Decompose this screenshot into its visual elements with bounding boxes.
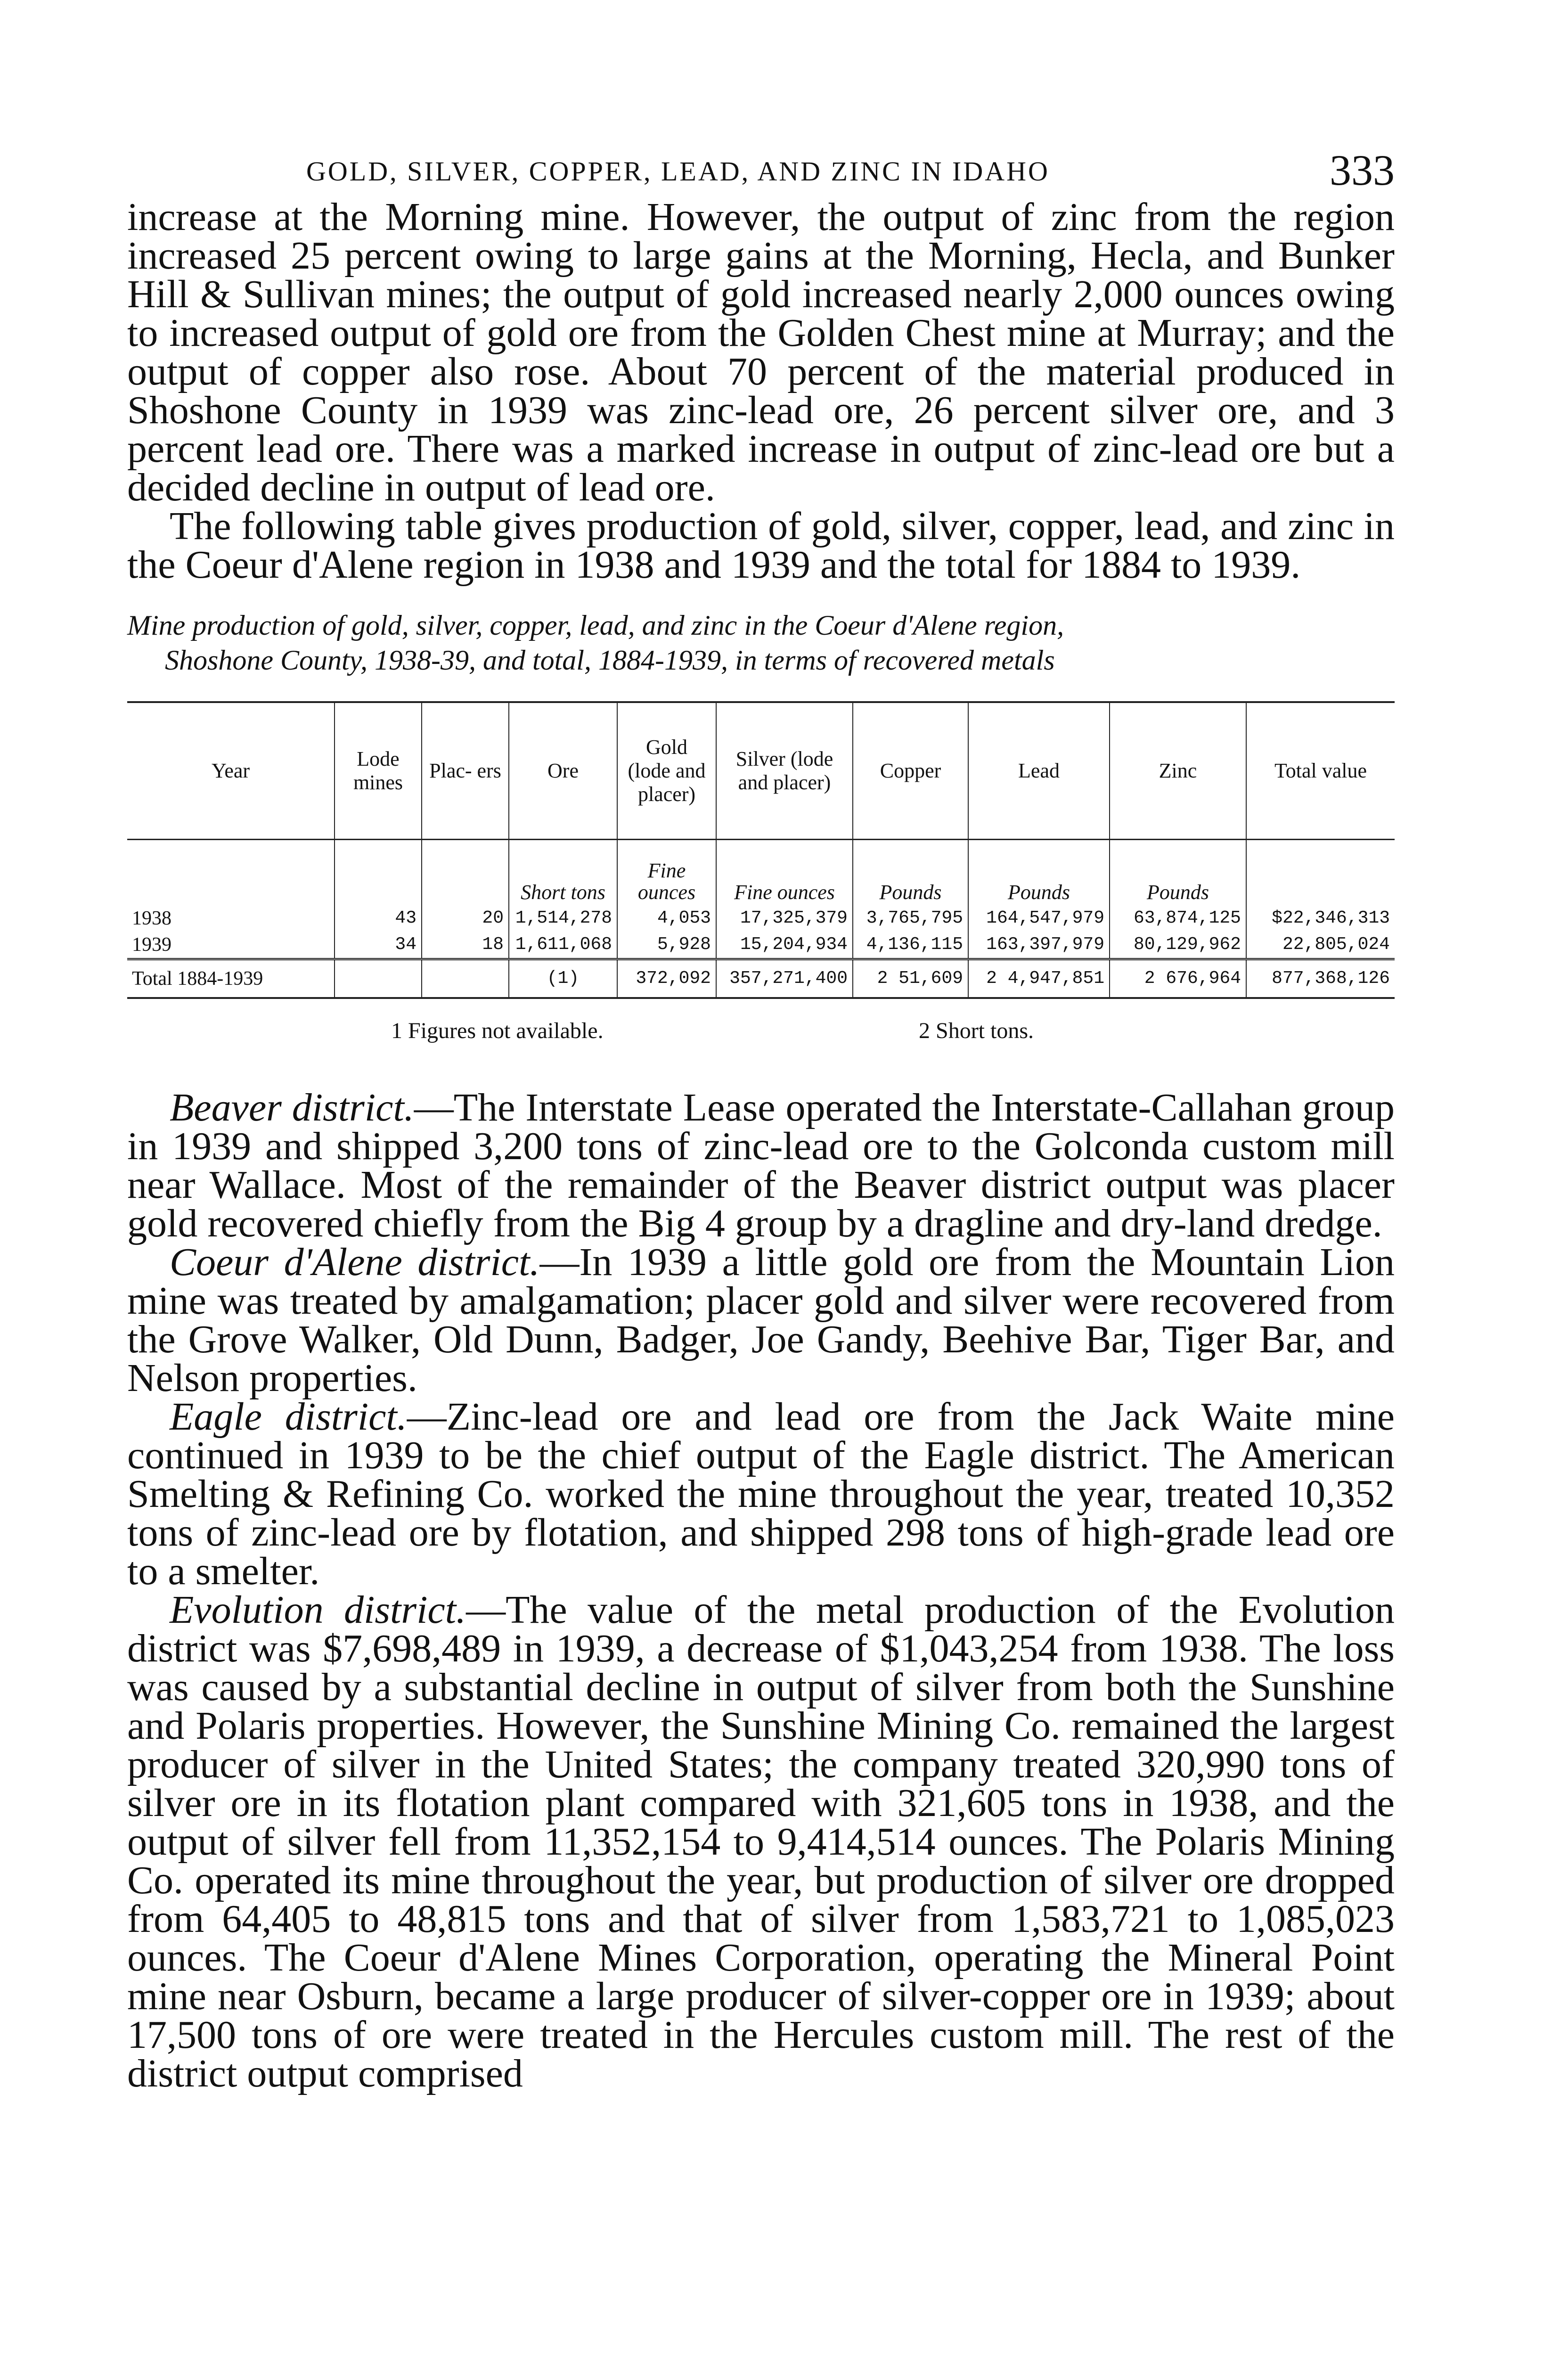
unit-copper: Pounds: [853, 840, 968, 906]
cell-year: 1939: [132, 934, 172, 956]
cell-total: 877,368,126: [1246, 959, 1395, 998]
unit-lead: Pounds: [968, 840, 1110, 906]
cell-zinc: 80,129,962: [1110, 932, 1246, 959]
unit-zinc: Pounds: [1110, 840, 1246, 906]
cell-lead: 164,547,979: [968, 905, 1110, 932]
running-title: GOLD, SILVER, COPPER, LEAD, AND ZINC IN IDAHO: [306, 156, 1050, 187]
cell-lode: 34: [335, 932, 422, 959]
table-caption-line2: Shoshone County, 1938-39, and total, 1884-1939, in terms of recovered metals: [165, 645, 1055, 676]
district-paragraph: [127, 1088, 1395, 1243]
cell-ore: (1): [509, 959, 617, 998]
cell-placers: [422, 959, 509, 998]
cell-zinc: 63,874,125: [1110, 905, 1246, 932]
district-paragraph: [127, 1588, 1395, 2095]
cell-zinc: 2 676,964: [1110, 959, 1246, 998]
cell-lode: 43: [335, 905, 422, 932]
units-row: [127, 840, 1395, 906]
table-caption: [127, 608, 1395, 678]
table-caption-line1: Mine production of gold, silver, copper, lead, and zinc in the Coeur d'Alene region,: [127, 610, 1064, 641]
district-text: —Zinc-lead ore and lead ore from the Jack Waite mine continued in 1939 to be the chief output of the Eagle district. The American Smelting & Refining Co. worked the mine throughout the year, treated 10,352 tons of zinc-lead ore by flotation, and shipped 298 tons of high-grade lead ore to a smelter.: [127, 1395, 1395, 1593]
cell-placers: 20: [422, 905, 509, 932]
col-header-placers: Plac- ers: [422, 702, 509, 840]
cell-copper: 3,765,795: [853, 905, 968, 932]
cell-ore: 1,514,278: [509, 905, 617, 932]
district-paragraph: [127, 1240, 1395, 1400]
cell-gold: 5,928: [617, 932, 716, 959]
col-header-silver: Silver (lode and placer): [716, 702, 853, 840]
district-heading: Coeur d'Alene district.: [170, 1240, 540, 1284]
cell-copper: 4,136,115: [853, 932, 968, 959]
table-header-row: [127, 702, 1395, 840]
district-heading: Beaver district.: [170, 1086, 414, 1129]
col-header-gold: Gold (lode and placer): [617, 702, 716, 840]
document-page: [127, 141, 1395, 2093]
page-number: 333: [1330, 146, 1395, 194]
cell-year: 1938: [132, 908, 172, 929]
cell-year: Total 1884-1939: [127, 959, 335, 998]
col-header-lode: Lode mines: [335, 702, 422, 840]
cell-lead: 163,397,979: [968, 932, 1110, 959]
cell-total: 22,805,024: [1246, 932, 1395, 959]
col-header-copper: Copper: [853, 702, 968, 840]
cell-ore: 1,611,068: [509, 932, 617, 959]
unit-gold: Fine ounces: [617, 840, 716, 906]
district-heading: Evolution district.: [170, 1588, 466, 1632]
district-heading: Eagle district.: [170, 1395, 407, 1439]
table-total-row: [127, 959, 1395, 998]
intro-paragraph: increase at the Morning mine. However, the output of zinc from the region increased 25 percent owing to large gains at the Morning, Hecla, and Bunker Hill & Sullivan mines; the output of gold increased nearly 2,000 ounces owing to increased output of gold ore from the Golden Chest mine at Murray; and the output of copper also rose. About 70 percent of the material produced in Shoshone County in 1939 was zinc-lead ore, 26 percent silver ore, and 3 percent lead ore. There was a marked increase in output of zinc-lead ore but a decided decline in output of lead ore.: [127, 195, 1395, 509]
table-footnotes: [127, 1013, 1395, 1055]
running-header: [127, 141, 1395, 198]
production-table: [127, 701, 1395, 999]
cell-silver: 17,325,379: [716, 905, 853, 932]
cell-copper: 2 51,609: [853, 959, 968, 998]
cell-silver: 15,204,934: [716, 932, 853, 959]
cell-gold: 4,053: [617, 905, 716, 932]
col-header-year: Year: [127, 702, 335, 840]
footnote-1: 1 Figures not available.: [391, 1018, 604, 1043]
district-text: —In 1939 a little gold ore from the Mountain Lion mine was treated by amalgamation; placer gold and silver were recovered from the Grove Walker, Old Dunn, Badger, Joe Gandy, Beehive Bar, Tiger Bar, and Nelson properties.: [127, 1240, 1395, 1400]
unit-ore: Short tons: [509, 840, 617, 906]
cell-gold: 372,092: [617, 959, 716, 998]
cell-total: $22,346,313: [1246, 905, 1395, 932]
district-paragraphs: [127, 1088, 1395, 2093]
cell-lead: 2 4,947,851: [968, 959, 1110, 998]
unit-silver: Fine ounces: [716, 840, 853, 906]
cell-lode: [335, 959, 422, 998]
footnote-2: 2 Short tons.: [919, 1018, 1034, 1043]
district-text: —The Interstate Lease operated the Interstate-Callahan group in 1939 and shipped 3,200 tons of zinc-lead ore to the Golconda custom mill near Wallace. Most of the remainder of the Beaver district output was placer gold recovered chiefly from the Big 4 group by a dragline and dry-land dredge.: [127, 1086, 1395, 1245]
cell-placers: 18: [422, 932, 509, 959]
district-text: —The value of the metal production of the Evolution district was $7,698,489 in 1939, a decrease of $1,043,254 from 1938. The loss was caused by a substantial decline in output of silver from both the Sunshine and Polaris properties. However, the Sunshine Mining Co. remained the largest producer of silver in the United States; the company treated 320,990 tons of silver ore in its flotation plant compared with 321,605 tons in 1938, and the output of silver fell from 11,352,154 to 9,414,514 ounces. The Polaris Mining Co. operated its mine throughout the year, but production of silver ore dropped from 64,405 to 48,815 tons and that of silver from 1,583,721 to 1,085,023 ounces. The Coeur d'Alene Mines Corporation, operating the Mineral Point mine near Osburn, became a large producer of silver-copper ore in 1939; about 17,500 tons of ore were treated in the Hercules custom mill. The rest of the district output comprised: [127, 1588, 1395, 2095]
col-header-total: Total value: [1246, 702, 1395, 840]
col-header-ore: Ore: [509, 702, 617, 840]
col-header-lead: Lead: [968, 702, 1110, 840]
district-paragraph: [127, 1395, 1395, 1593]
table-row: [127, 905, 1395, 932]
table-intro-paragraph: The following table gives production of gold, silver, copper, lead, and zinc in the Coeur d'Alene region in 1938 and 1939 and the total for 1884 to 1939.: [127, 504, 1395, 587]
col-header-zinc: Zinc: [1110, 702, 1246, 840]
cell-silver: 357,271,400: [716, 959, 853, 998]
table-row: [127, 932, 1395, 959]
